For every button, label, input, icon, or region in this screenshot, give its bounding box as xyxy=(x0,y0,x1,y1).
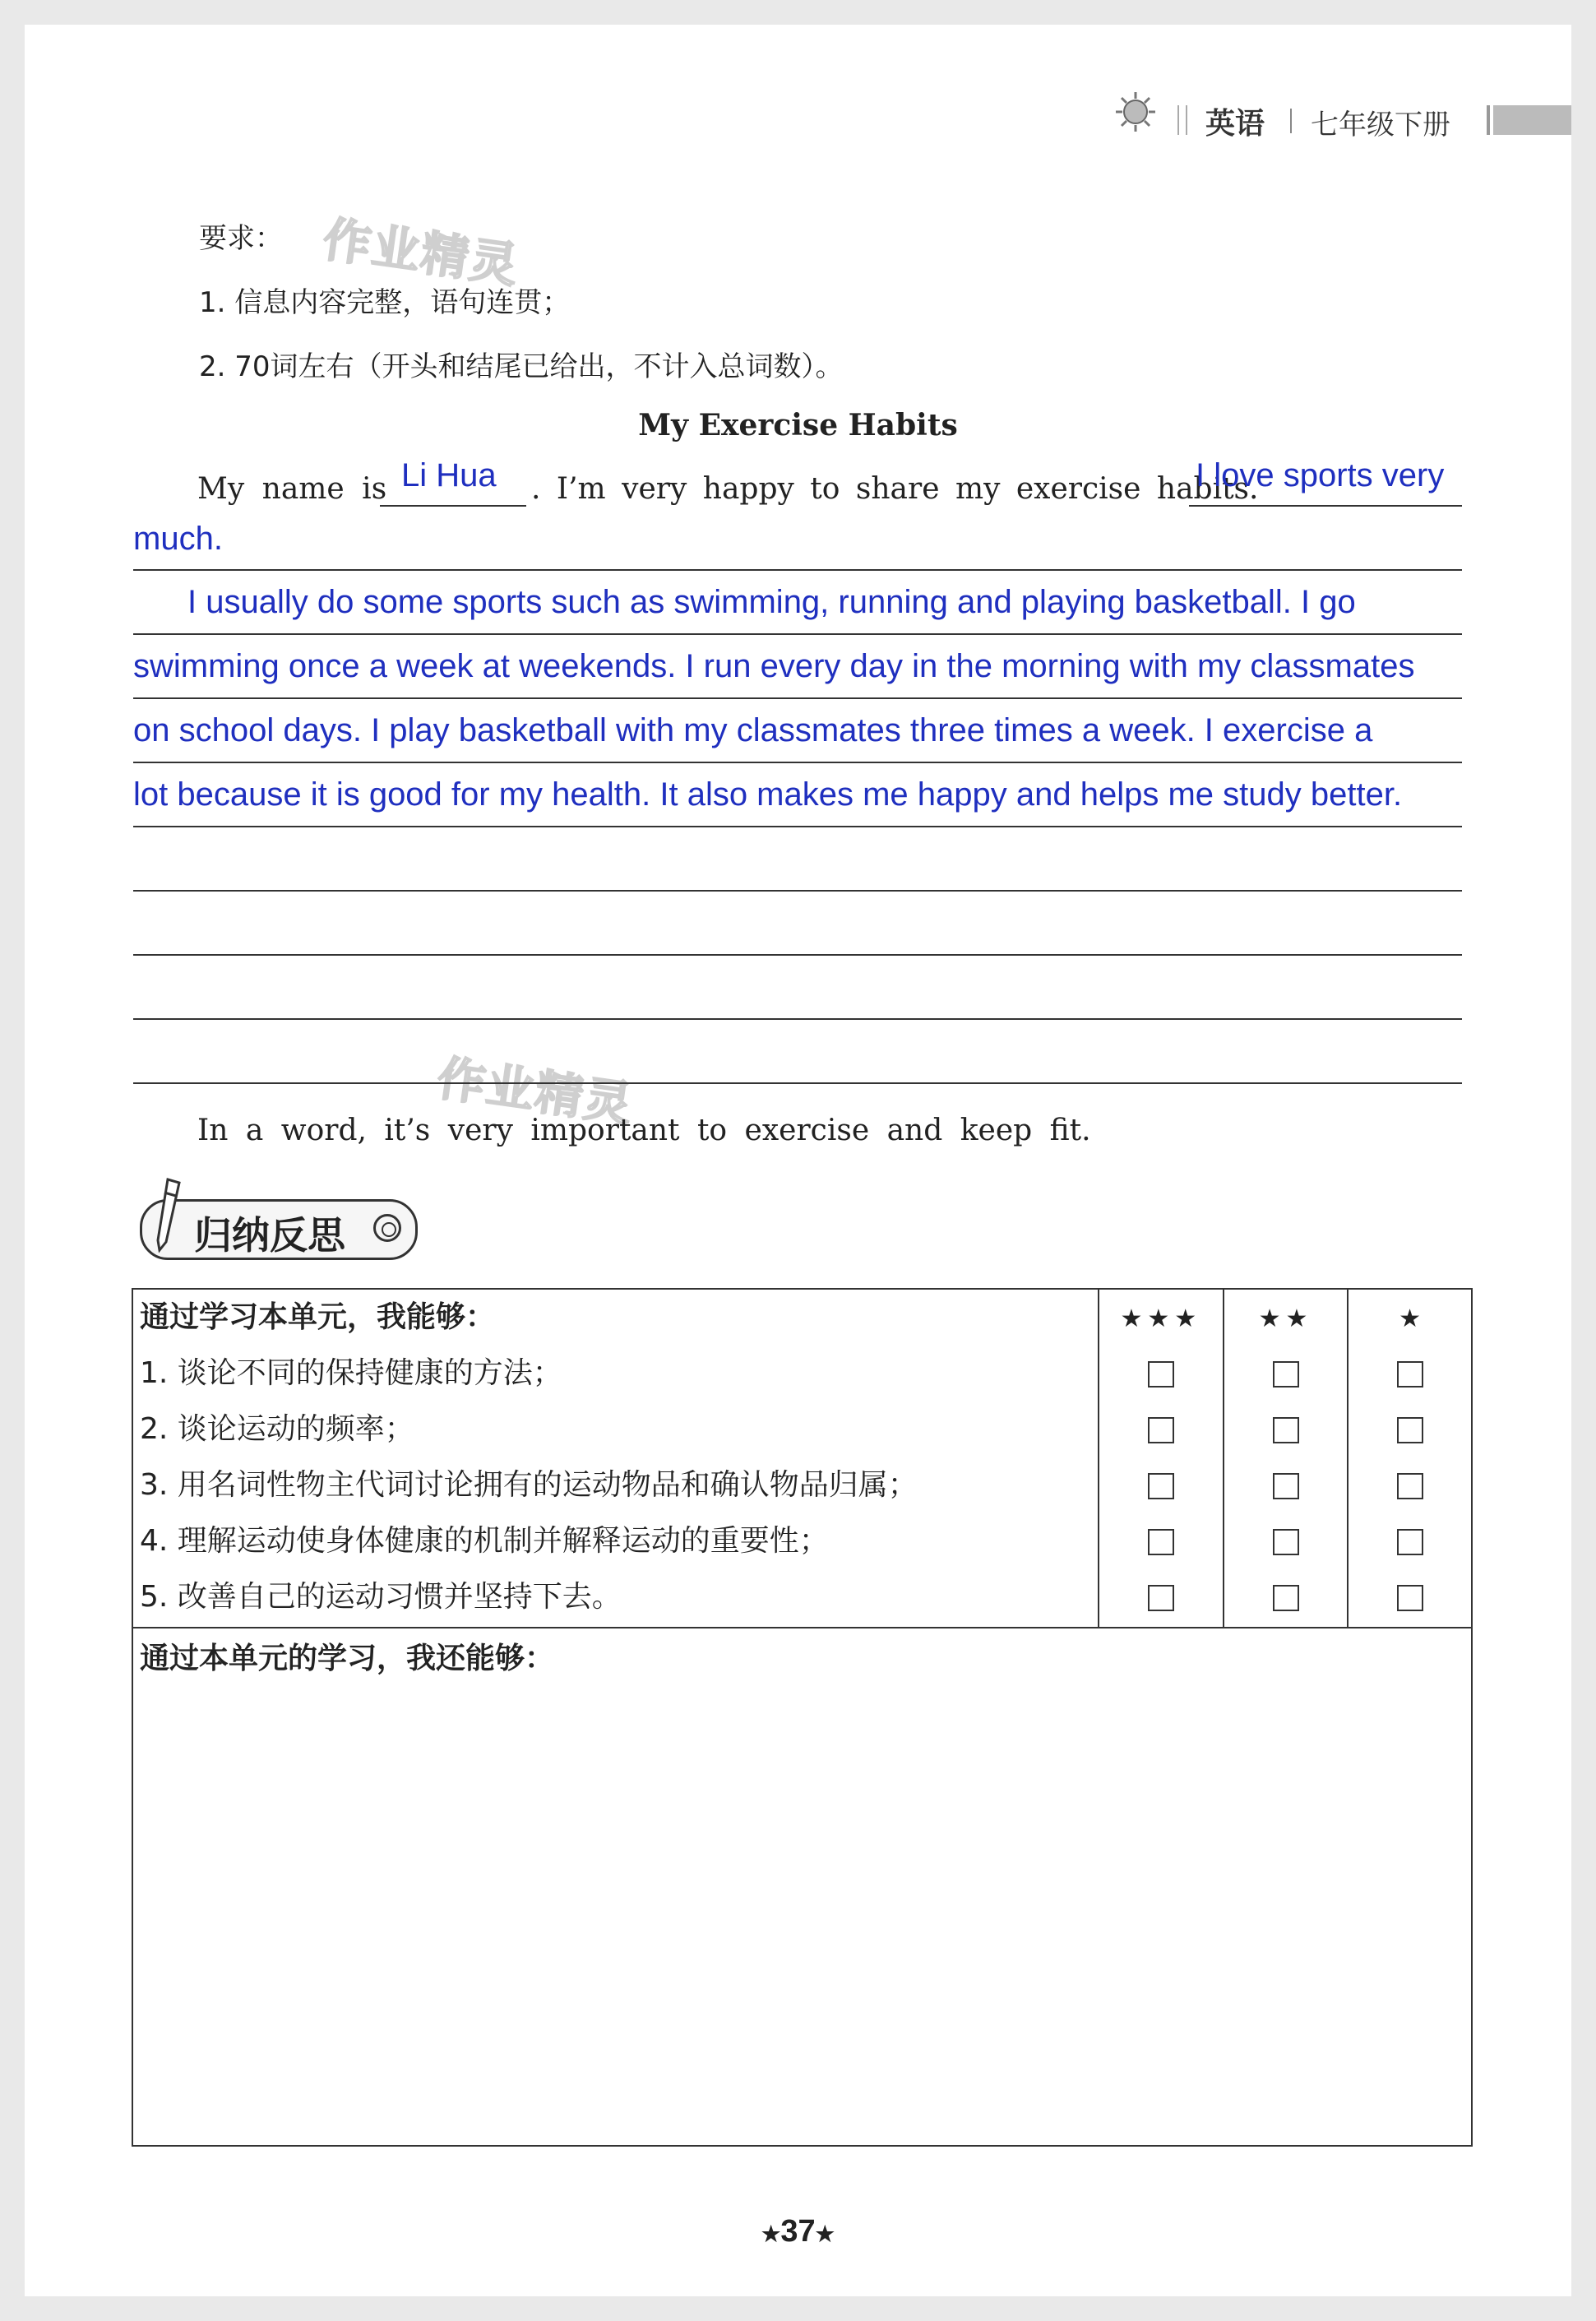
writing-line[interactable] xyxy=(133,762,1462,763)
rating-three-stars: ★★★ xyxy=(1120,1304,1202,1333)
review-item: 2. 谈论运动的频率； xyxy=(140,1412,414,1446)
review-item: 1. 谈论不同的保持健康的方法； xyxy=(140,1356,562,1390)
writing-line[interactable] xyxy=(133,826,1462,827)
rating-checkbox[interactable] xyxy=(1273,1529,1299,1555)
rating-checkbox[interactable] xyxy=(1397,1473,1423,1499)
sun-icon xyxy=(1114,90,1157,133)
rating-column-3 xyxy=(1099,1289,1224,1628)
section-title: 归纳反思 xyxy=(194,1213,345,1258)
review-table xyxy=(132,1288,1473,2147)
writing-line[interactable] xyxy=(133,633,1462,635)
rating-checkbox[interactable] xyxy=(1148,1417,1174,1443)
watermark-top: 作业精灵 xyxy=(319,211,523,294)
page-number-wrap xyxy=(0,2214,1596,2249)
rating-checkbox[interactable] xyxy=(1148,1585,1174,1611)
header-subject: 英语 xyxy=(1205,107,1265,141)
review-items-cell xyxy=(132,1289,1099,1628)
star-icon: ★ xyxy=(761,2221,781,2246)
writing-line[interactable] xyxy=(133,1018,1462,1020)
rating-checkbox[interactable] xyxy=(1148,1473,1174,1499)
star-icon: ★ xyxy=(815,2221,835,2246)
review-item: 5. 改善自己的运动习惯并坚持下去。 xyxy=(140,1580,622,1614)
rating-checkbox[interactable] xyxy=(1273,1417,1299,1443)
rating-column-1 xyxy=(1348,1289,1472,1628)
name-answer: Li Hua xyxy=(401,457,497,493)
review-item: 4. 理解运动使身体健康的机制并解释运动的重要性； xyxy=(140,1524,829,1558)
pencil-icon xyxy=(153,1174,189,1253)
target-icon xyxy=(373,1214,401,1242)
rating-checkbox[interactable] xyxy=(1397,1417,1423,1443)
essay-title: My Exercise Habits xyxy=(638,408,958,442)
line1-blank[interactable] xyxy=(1189,505,1462,507)
extra-heading: 通过本单元的学习，我还能够： xyxy=(140,1642,555,1675)
answer-line-1: much. xyxy=(133,521,223,557)
answer-line-5: lot because it is good for my health. It also makes me happy and helps me study better. xyxy=(133,776,1403,813)
answer-line-4: on school days. I play basketball with my classmates three times a week. I exercise a xyxy=(133,712,1373,748)
rating-checkbox[interactable] xyxy=(1397,1585,1423,1611)
header-separator xyxy=(1290,109,1292,133)
answer-line-2: I usually do some sports such as swimming, running and playing basketball. I go xyxy=(187,584,1356,620)
header-divider xyxy=(1177,105,1187,135)
essay-closing: In a word, it’s very important to exercise and keep fit. xyxy=(197,1114,1091,1147)
review-item: 3. 用名词性物主代词讨论拥有的运动物品和确认物品归属； xyxy=(140,1468,918,1502)
line1-answer: I love sports very xyxy=(1196,457,1445,493)
review-heading: 通过学习本单元，我能够： xyxy=(140,1300,496,1334)
writing-line[interactable] xyxy=(133,697,1462,699)
rating-checkbox[interactable] xyxy=(1273,1361,1299,1388)
rating-two-stars: ★★ xyxy=(1258,1304,1313,1333)
requirement-item-2: 2. 70词左右（开头和结尾已给出，不计入总词数）。 xyxy=(199,350,844,383)
rating-checkbox[interactable] xyxy=(1397,1529,1423,1555)
essay-middle: . I’m very happy to share my exercise habits. xyxy=(531,472,1259,506)
essay-prefix: My name is xyxy=(197,472,387,506)
rating-checkbox[interactable] xyxy=(1397,1361,1423,1388)
rating-checkbox[interactable] xyxy=(1273,1585,1299,1611)
name-blank[interactable] xyxy=(380,505,526,507)
rating-column-2 xyxy=(1224,1289,1348,1628)
page-number: 37 xyxy=(780,2214,816,2249)
rating-checkbox[interactable] xyxy=(1148,1361,1174,1388)
writing-line[interactable] xyxy=(133,890,1462,892)
header-grade: 七年级下册 xyxy=(1311,109,1450,141)
rating-checkbox[interactable] xyxy=(1273,1473,1299,1499)
writing-line[interactable] xyxy=(133,954,1462,956)
writing-line[interactable] xyxy=(133,569,1462,571)
writing-line[interactable] xyxy=(133,1082,1462,1084)
extra-notes-cell[interactable] xyxy=(132,1628,1472,2146)
requirements-label: 要求： xyxy=(199,222,283,255)
answer-line-3: swimming once a week at weekends. I run every day in the morning with my classmates xyxy=(133,648,1415,684)
rating-one-star: ★ xyxy=(1399,1304,1422,1333)
requirement-item-1: 1. 信息内容完整，语句连贯； xyxy=(199,286,571,319)
rating-checkbox[interactable] xyxy=(1148,1529,1174,1555)
watermark-bottom: 作业精灵 xyxy=(433,1049,637,1133)
header-bar xyxy=(1487,105,1571,135)
